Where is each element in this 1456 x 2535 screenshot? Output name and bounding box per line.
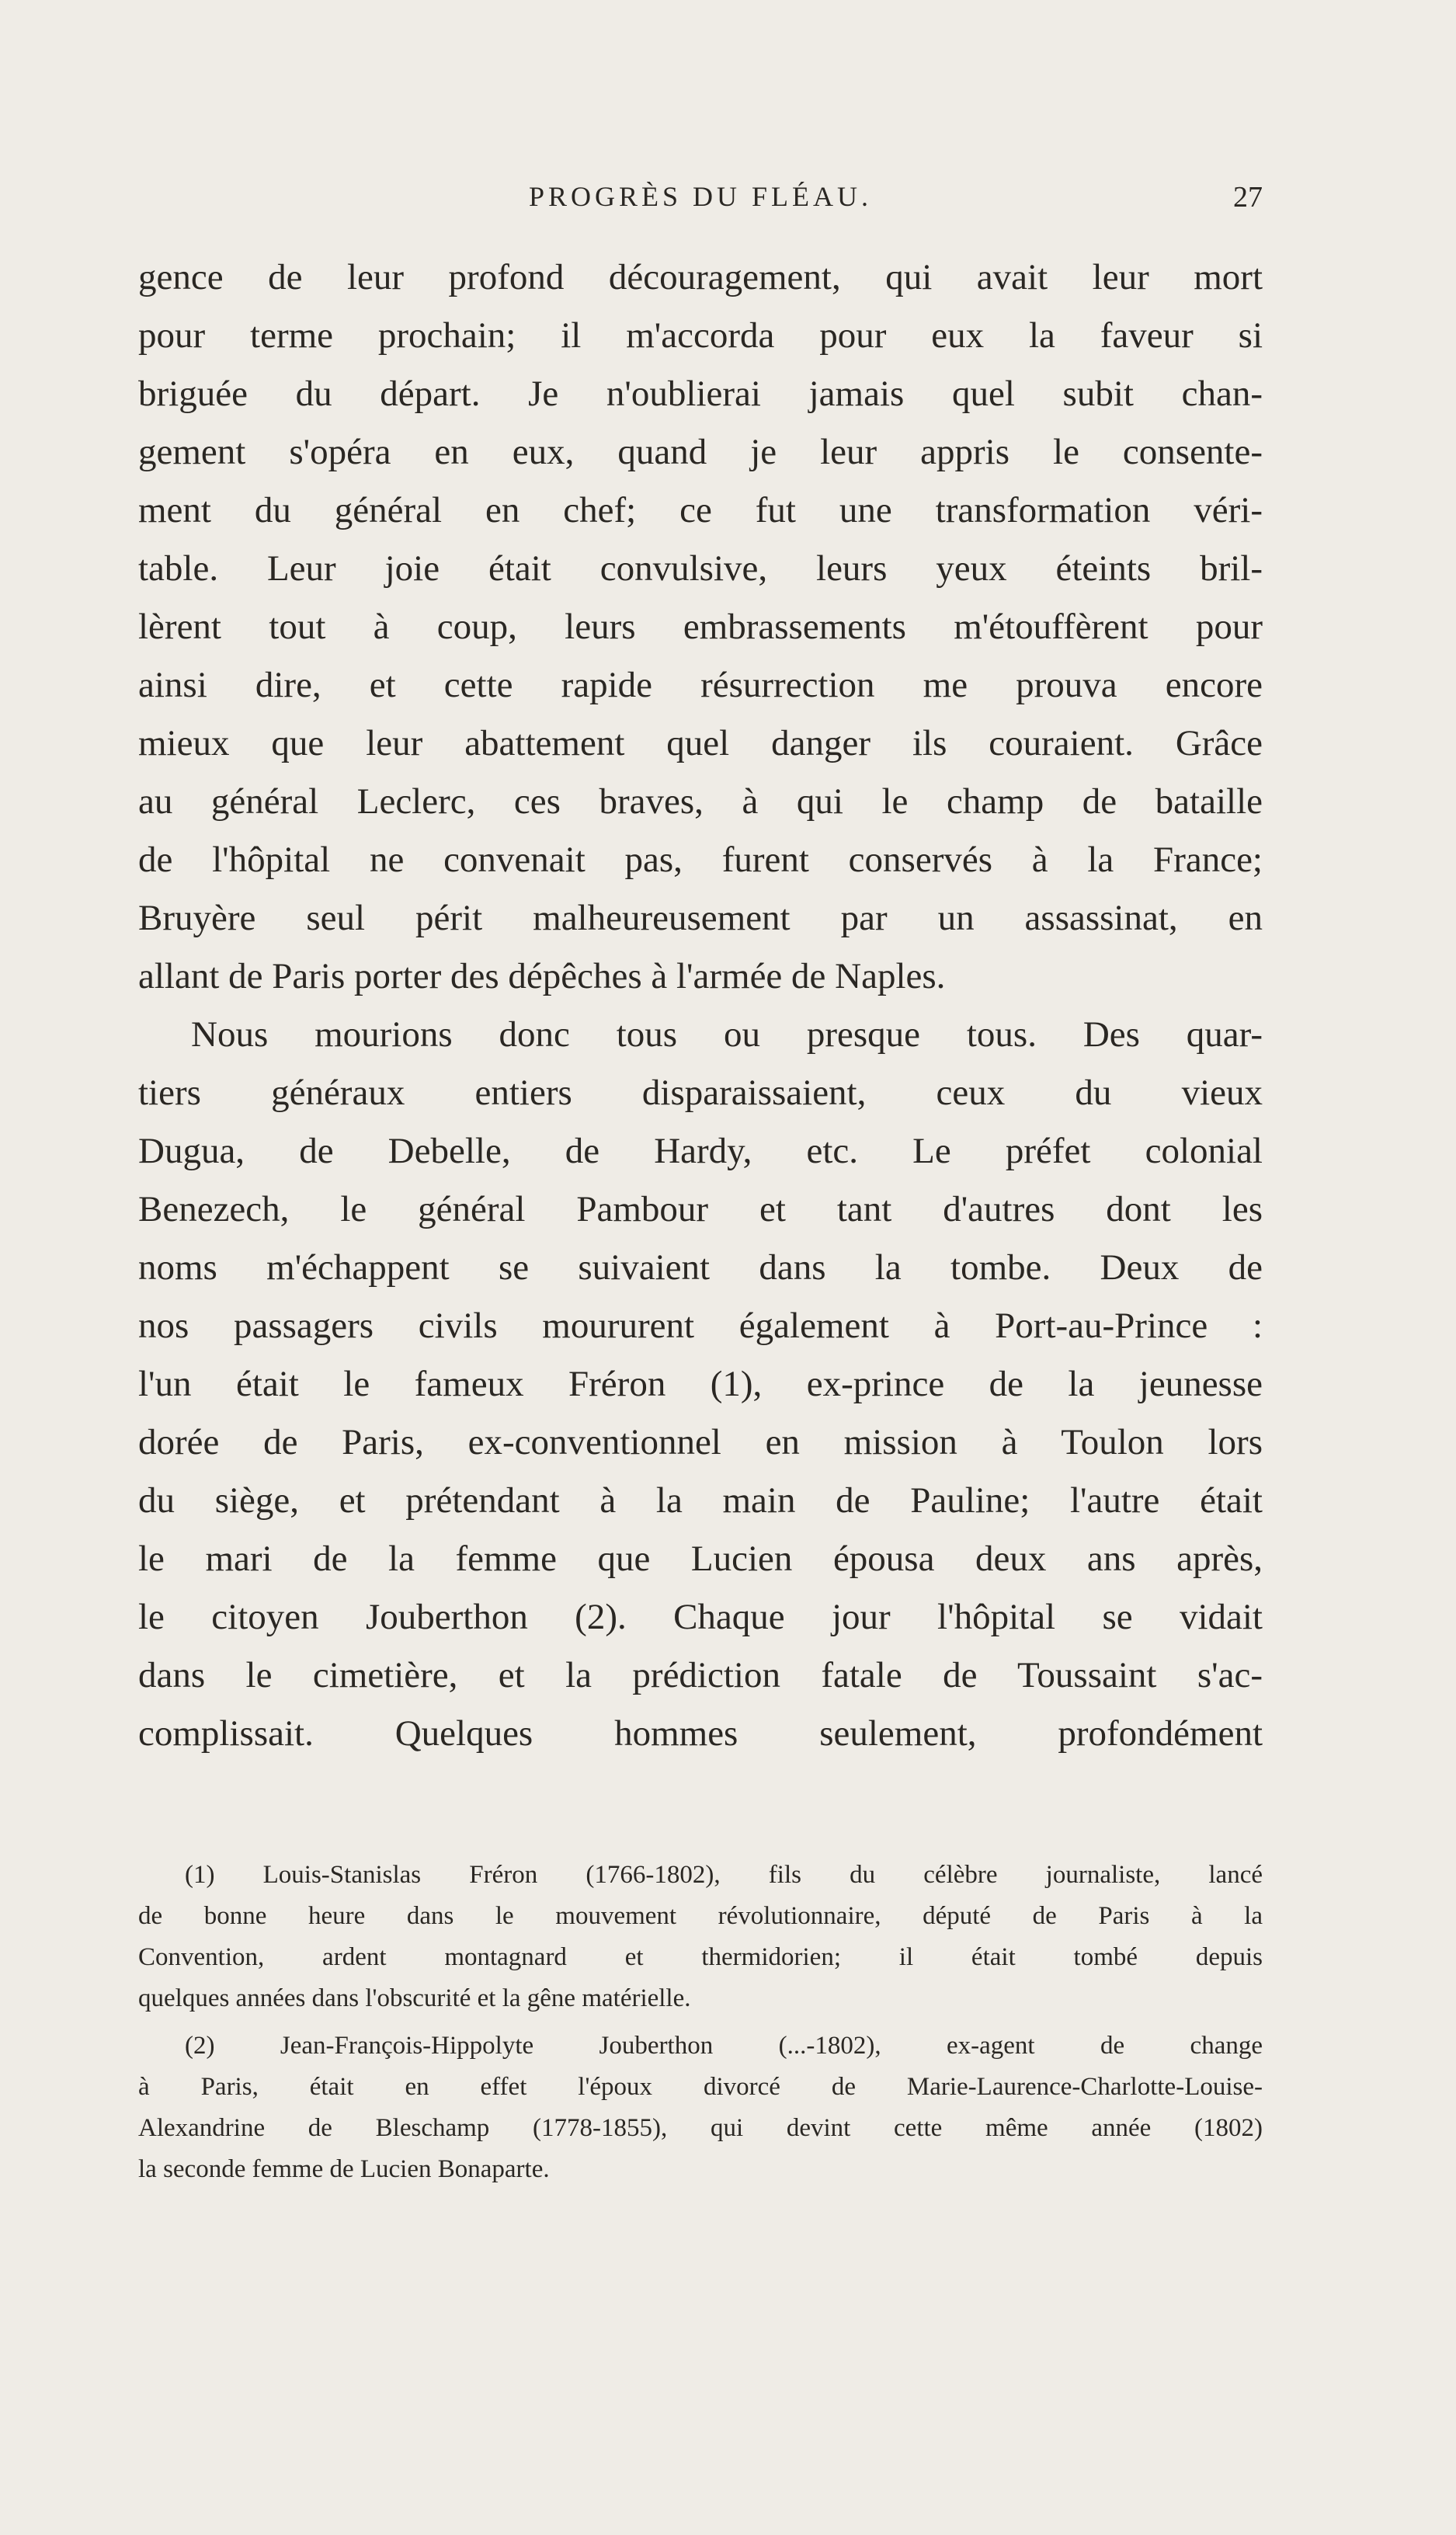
footnote-line: (2) Jean-François-Hippolyte Jouberthon (...-1802), ex-agent de change [185, 2032, 1263, 2060]
text-line: dorée de Paris, ex-conventionnel en mission à Toulon lors [138, 1422, 1263, 1462]
text-line: allant de Paris porter des dépêches à l'armée de Naples. [138, 956, 946, 996]
text-line: le mari de la femme que Lucien épousa deux ans après, [138, 1539, 1263, 1579]
text-line: Benezech, le général Pambour et tant d'autres dont les [138, 1189, 1263, 1229]
text-line: mieux que leur abattement quel danger ils couraient. Grâce [138, 723, 1263, 763]
text-line: du siège, et prétendant à la main de Pauline; l'autre était [138, 1480, 1263, 1521]
text-line: briguée du départ. Je n'oublierai jamais quel subit chan- [138, 374, 1263, 414]
footnote-line: Alexandrine de Bleschamp (1778-1855), qui devint cette même année (1802) [138, 2114, 1263, 2142]
text-line: ment du général en chef; ce fut une transformation véri- [138, 490, 1263, 530]
page-number: 27 [1233, 181, 1263, 214]
text-line: au général Leclerc, ces braves, à qui le champ de bataille [138, 781, 1263, 822]
text-line: gence de leur profond découragement, qui avait leur mort [138, 257, 1263, 297]
footnote-2 [138, 2026, 1263, 2190]
footnote-line: quelques années dans l'obscurité et la gêne matérielle. [138, 1984, 691, 2012]
text-line: de l'hôpital ne convenait pas, furent conservés à la France; [138, 840, 1263, 880]
footnote-1 [138, 1855, 1263, 2019]
text-line: pour terme prochain; il m'accorda pour eux la faveur si [138, 315, 1263, 356]
text-line: lèrent tout à coup, leurs embrassements m'étouffèrent pour [138, 607, 1263, 647]
text-line: dans le cimetière, et la prédiction fatale de Toussaint s'ac- [138, 1655, 1263, 1695]
text-line: complissait. Quelques hommes seulement, profondément [138, 1713, 1263, 1754]
footnote-line: (1) Louis-Stanislas Fréron (1766-1802), fils du célèbre journaliste, lancé [185, 1861, 1263, 1889]
footnote-line: à Paris, était en effet l'époux divorcé de Marie-Laurence-Charlotte-Louise- [138, 2073, 1263, 2101]
text-line: ainsi dire, et cette rapide résurrection me prouva encore [138, 665, 1263, 705]
text-line: noms m'échappent se suivaient dans la tombe. Deux de [138, 1247, 1263, 1288]
paragraph-start-line: Nous mourions donc tous ou presque tous. Des quar- [191, 1014, 1263, 1055]
running-title: PROGRÈS DU FLÉAU. [528, 181, 873, 212]
footnote-line: Convention, ardent montagnard et thermidorien; il était tombé depuis [138, 1943, 1263, 1971]
page-header [138, 180, 1263, 227]
text-line: table. Leur joie était convulsive, leurs yeux éteints bril- [138, 548, 1263, 589]
main-text [138, 249, 1263, 1763]
footnote-line: de bonne heure dans le mouvement révolutionnaire, député de Paris à la [138, 1902, 1263, 1930]
text-line: gement s'opéra en eux, quand je leur appris le consente- [138, 432, 1263, 472]
text-line: l'un était le fameux Fréron (1), ex-prince de la jeunesse [138, 1364, 1263, 1404]
text-line: tiers généraux entiers disparaissaient, ceux du vieux [138, 1073, 1263, 1113]
text-line: Bruyère seul périt malheureusement par un assassinat, en [138, 898, 1263, 938]
text-line: nos passagers civils moururent également à Port-au-Prince : [138, 1306, 1263, 1346]
text-line: le citoyen Jouberthon (2). Chaque jour l'hôpital se vidait [138, 1597, 1263, 1637]
text-line: Dugua, de Debelle, de Hardy, etc. Le préfet colonial [138, 1131, 1263, 1171]
footnote-line: la seconde femme de Lucien Bonaparte. [138, 2155, 550, 2183]
footnotes [138, 1855, 1263, 2190]
